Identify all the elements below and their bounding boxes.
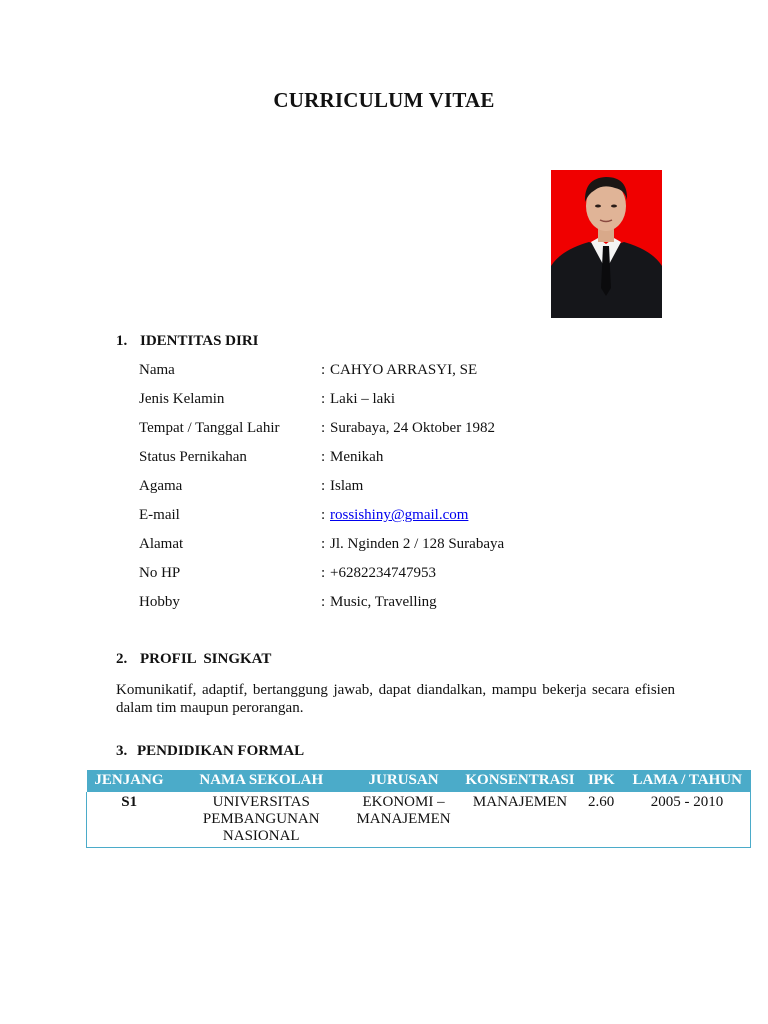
identity-colon: : [321,594,326,610]
identity-label: Tempat / Tanggal Lahir [139,420,280,436]
section-title: PROFIL SINGKAT [140,651,272,667]
identity-colon: : [321,478,326,494]
profile-photo [551,170,662,318]
identity-value: Menikah [330,449,384,465]
email-link[interactable]: rossishiny@gmail.com [330,507,469,523]
identity-label: Agama [139,478,183,494]
column-header-jurusan: JURUSAN [351,770,456,792]
identity-value: Islam [330,478,364,494]
cell-konsentrasi: MANAJEMEN [456,792,584,848]
cell-lama-tahun: 2005 - 2010 [624,792,751,848]
cell-nama-sekolah: UNIVERSITAS PEMBANGUNAN NASIONAL [171,792,351,848]
column-header-ipk: IPK [584,770,624,792]
section-title: IDENTITAS DIRI [140,333,259,349]
identity-value: +6282234747953 [330,565,436,581]
cell-jenjang: S1 [87,792,172,848]
table-row [87,792,751,848]
identity-label: Jenis Kelamin [139,391,225,407]
identity-label: No HP [139,565,181,581]
identity-label: E-mail [139,507,180,523]
identity-colon: : [321,362,326,378]
education-table [86,770,751,848]
document-title: CURRICULUM VITAE [273,88,495,112]
identity-value: Jl. Nginden 2 / 128 Surabaya [330,536,505,552]
identity-value: Surabaya, 24 Oktober 1982 [330,420,495,436]
section-pendidikan-heading [116,743,304,760]
identity-label: Hobby [139,594,180,610]
identity-colon: : [321,420,326,436]
section-identitas-heading [116,333,259,350]
column-header-jenjang: JENJANG [87,770,172,792]
section-profil-heading [116,651,271,668]
identity-value: Music, Travelling [330,594,437,610]
section-number: 1. [116,333,128,349]
education-header-row [87,770,751,792]
identity-colon: : [321,391,326,407]
identity-label: Alamat [139,536,184,552]
identity-colon: : [321,565,326,581]
column-header-nama-sekolah: NAMA SEKOLAH [171,770,351,792]
profile-summary: Komunikatif, adaptif, bertanggung jawab, dapat diandalkan, mampu bekerja secara efisien dalam tim maupun perorangan. [116,682,675,716]
identity-label: Nama [139,362,175,378]
cell-jurusan: EKONOMI – MANAJEMEN [351,792,456,848]
identity-colon: : [321,536,326,552]
identity-colon: : [321,507,326,523]
identity-value: Laki – laki [330,391,395,407]
section-number: 2. [116,651,128,667]
section-number: 3. [116,743,128,759]
column-header-konsentrasi: KONSENTRASI [456,770,584,792]
column-header-lama-tahun: LAMA / TAHUN [624,770,751,792]
identity-label: Status Pernikahan [139,449,247,465]
identity-value: CAHYO ARRASYI, SE [330,362,478,378]
identity-colon: : [321,449,326,465]
section-title: PENDIDIKAN FORMAL [137,743,305,759]
cell-ipk: 2.60 [584,792,624,848]
